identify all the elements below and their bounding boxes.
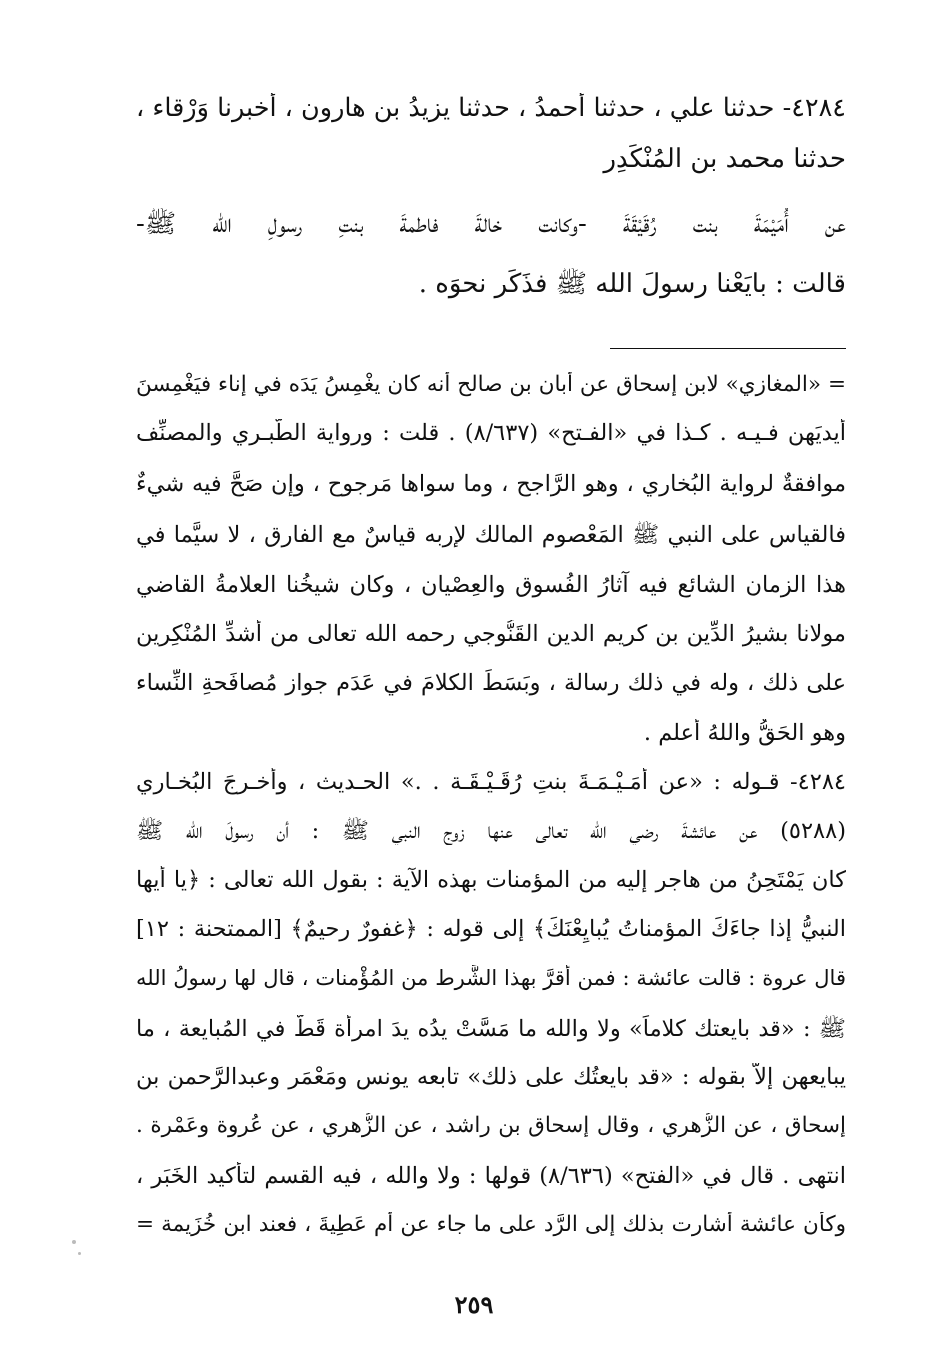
footnote-line: وهو الحَقُّ واللهُ أعلم . [643, 720, 846, 746]
footnote-line: فالقياس على النبي ﷺ المَعْصوم المالك لإربه قياسٌ مع الفارق ، لا سيَّما في [136, 522, 846, 548]
footnote-line: أيديَهن فـيـه . كـذا في «الفـتح» (٨/٦٣٧) . قلت : ورواية الطَّبـري والمصنِّف [136, 420, 846, 446]
footnote-line: ﷺ : «قد بايعتك كلاماً» ولا والله ما مَسَّتْ يدُه يدَ امرأة قَطُّ في المُبايعة ، ما [136, 1016, 846, 1042]
footnote-line: = «المغازي» لابن إسحاق عن أبان بن صالح أنه كان يغْمِسُ يَدَه في إناء فيَغْمِسنَ [136, 372, 846, 397]
main-text-line: حدثنا محمد بن المُنْكَدِر [603, 144, 846, 174]
footnote-line: (٥٢٨٨) عن عائشةَ رضي الله تعالى عنها زوج النبي ﷺ : أن رسولَ الله ﷺ [136, 818, 846, 844]
scan-speck [78, 1252, 81, 1255]
footnote-line: على ذلك ، وله في ذلك رسالة ، وبَسَطَ الكلامَ في عَدَمِ جواز مُصافَحةِ النِّساء [136, 670, 846, 696]
footnote-line: مولانا بشيرُ الدِّين بن كريم الدين القَنُّوجي رحمه الله تعالى من أشدِّ المُنْكِرين [136, 621, 846, 647]
footnote-line: يبايعهن إلاّ بقوله : «قد بايعتُك على ذلك» تابعه يونس ومَعْمَر وعبدالرَّحمن بن [136, 1064, 846, 1090]
footnote-line: انتهى . قال في «الفتح» (٨/٦٣٦) قولها : ولا والله ، فيه القسم لتأكيد الخَبَر ، [136, 1163, 846, 1189]
main-text-line: عن أُمَيْمَةَ بنت رُقَيْقَةَ -وكانت خالةَ فاطمةَ بنتِ رسولِ الله ﷺ- [136, 209, 846, 239]
footnote-line: وكأن عائشة أشارت بذلك إلى الرَّد على ما جاء عن أم عَطِيةَ ، فعند ابن خُزَيمة = [136, 1212, 846, 1237]
scan-speck [72, 1240, 76, 1244]
footnote-separator [610, 348, 846, 349]
footnote-line: هذا الزمان الشائع فيه آثارُ الفُسوق والعِصْيان ، وكان شيخُنا العلامةُ القاضي [136, 572, 846, 598]
footnote-line: ٤٢٨٤- قـوله : «عن أُمَـيْـمَـةَ بنتِ رُقَـيْـقَـة . .» الحـديث ، وأخـرجَ البُخـاري [136, 769, 846, 795]
footnote-line: موافقةٌ لرواية البُخاري ، وهو الرَّاجح ، وما سواها مَرجوح ، وإن صَحَّ فيه شيءٌ [136, 471, 846, 497]
footnote-line: النبيُّ إذا جاءَكَ المؤمناتُ يُبايِعْنَكَ﴾ إلى قوله : ﴿غفورٌ رحيمٌ﴾ [الممتحنة : ١٢] [136, 916, 846, 942]
footnote-line: كان يَمْتَحِنُ من هاجر إليه من المؤمنات بهذه الآية : بقول الله تعالى : ﴿يا أيها [136, 867, 846, 893]
page-number: ٢٥٩ [454, 1290, 494, 1319]
footnote-line: قال عروة : قالت عائشة : فمن أقرَّ بهذا الشَّرط من المُؤْمنات ، قال لها رسولُ الله [136, 966, 846, 990]
footnote-line: إسحاق ، عن الزُّهري ، وقال إسحاق بن راشد ، عن الزُّهري ، عن عُروة وعَمْرة . [136, 1113, 846, 1138]
main-text-line: ٤٢٨٤- حدثنا علي ، حدثنا أحمدُ ، حدثنا يزيدُ بن هارون ، أخبرنا وَرْقاء ، [136, 93, 846, 123]
main-text-line: قالت : بايَعْنا رسولَ الله ﷺ فذَكَر نحوَه . [418, 269, 846, 299]
